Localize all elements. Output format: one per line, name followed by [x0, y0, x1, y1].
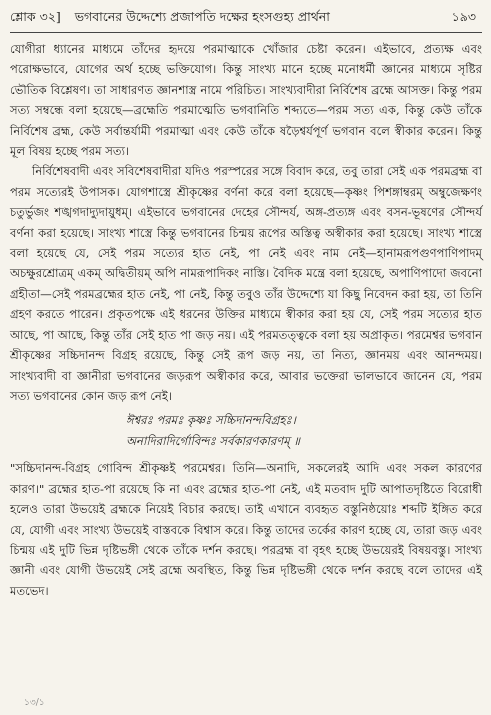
sanskrit-verse	[10, 410, 482, 452]
verse-reference: শ্লোক ৩২]	[10, 9, 61, 24]
verse-line-1: ঈশ্বরঃ পরমঃ কৃষ্ণঃ সচ্চিদানন্দবিগ্রহঃ।	[126, 413, 296, 428]
book-page	[10, 6, 482, 710]
page-header	[10, 6, 482, 28]
header-divider	[10, 32, 482, 33]
page-number: ১৯৩	[451, 9, 476, 24]
verse-line-2: অনাদিরাদির্গোবিন্দঃ সর্বকারণকারণম্ ॥	[126, 434, 300, 449]
paragraph-3: "সচ্চিদানন্দ-বিগ্রহ গোবিন্দ শ্রীকৃষ্ণই পরমেশ্বর। তিনি—অনাদি, সকলেরই আদি এবং সকল কারণের কারণ।" ব্রহ্মের হাত-পা রয়েছে কি না এবং ব্রহ্মের হাত-পা নেই, এই মতবাদ দুটি আপাতদৃষ্টিতে বিরোধী হলেও তারা উভয়েই ব্রহ্মকে নিয়েই বিচার করছে। তাই এখানে ব্যবহৃত বস্তুনিষ্ঠয়োঃ শব্দটি ইঙ্গিত করে যে, যোগী এবং সাংখ্য উভয়েই বাস্তবকে বিশ্বাস করে। কিন্তু তাদের তর্কের কারণ হচ্ছে যে, তারা জড় এবং চিন্ময় এই দুটি ভিন্ন দৃষ্টিভঙ্গী থেকে তাঁকে দর্শন করছে। পরব্রহ্ম বা বৃহৎ হচ্ছে উভয়েরই বিষয়বস্তু। সাংখ্য জ্ঞানী এবং যোগী উভয়েই সেই ব্রহ্মে অবস্থিত, কিন্তু ভিন্ন দৃষ্টিভঙ্গী থেকে দর্শন করছে বলে তাদের এই মতভেদ।	[10, 461, 482, 598]
paragraph-2: নির্বিশেষবাদী এবং সবিশেষবাদীরা যদিও পরস্পরের সঙ্গে বিবাদ করে, তবু তারা সেই এক পরমব্রহ্ম বা পরম সত্যেরই উপাসক। যোগশাস্ত্রে শ্রীকৃষ্ণের বর্ণনা করে বলা হয়েছে—কৃষ্ণং পিশঙ্গাম্বরম্ অম্বুজেক্ষণং চতুর্ভুজং শঙ্খগদাদ্যুদায়ুধম্। এইভাবে ভগবানের দেহের সৌন্দর্য, অঙ্গ-প্রত্যঙ্গ এবং বসন-ভূষণের সৌন্দর্য বর্ণনা করা হয়েছে। সাংখ্য শাস্ত্রে কিন্তু ভগবানের চিন্ময় রূপের অস্তিত্ব অস্বীকার করা হয়েছে। সাংখ্য শাস্ত্রে বলা হয়েছে যে, সেই পরম সত্যের হাত নেই, পা নেই এবং নাম নেই—হানামরূপগুণপাণিপাদম্ অচক্ষুরশ্রোত্রম্ একম্ অদ্বিতীয়ম্ অপি নামরূপাদিকং নাস্তি। বৈদিক মন্ত্রে বলা হয়েছে, অপাণিপাদো জবনো গ্রহীতা—সেই পরমব্রহ্মের হাত নেই, পা নেই, কিন্তু তবুও তাঁর উদ্দেশ্যে যা কিছু নিবেদন করা হয়, তা তিনি গ্রহণ করতে পারেন। প্রকৃতপক্ষে এই ধরনের উক্তির মাধ্যমে স্বীকার করা হয় যে, সেই পরম সত্যের হাত আছে, পা আছে, কিন্তু তাঁর সেই হাত পা জড় নয়। এই পরমতত্ত্বকে বলা হয় অপ্রাকৃত। পরমেশ্বর ভগবান শ্রীকৃষ্ণের সচ্চিদানন্দ বিগ্রহ রয়েছে, কিন্তু সেই রূপ জড় নয়, তা নিত্য, জ্ঞানময় এবং আনন্দময়। সাংখ্যবাদী বা জ্ঞানীরা ভগবানের জড়রূপ অস্বীকার করে, আবার ভক্তেরা ভালভাবে জানেন যে, পরম সত্য ভগবানের কোন জড় রূপ নেই।	[10, 164, 482, 403]
header-left	[10, 6, 330, 28]
page-body	[10, 39, 482, 601]
footer-mark: ১৩/১	[24, 698, 45, 708]
running-title: ভগবানের উদ্দেশ্যে প্রজাপতি দক্ষের হংসগুহ্য প্রার্থনা	[74, 9, 330, 24]
paragraph-1: যোগীরা ধ্যানের মাধ্যমে তাঁদের হৃদয়ে পরমাত্মাকে খোঁজার চেষ্টা করেন। এইভাবে, প্রত্যক্ষ এবং পরোক্ষভাবে, যোগের অর্থ হচ্ছে ভক্তিযোগ। কিন্তু সাংখ্য মানে হচ্ছে মনোধর্মী জ্ঞানের মাধ্যমে সৃষ্টির ভৌতিক বিশ্লেষণ। তা সাধারণত জ্ঞানশাস্ত্র নামে পরিচিত। সাংখ্যবাদীরা নির্বিশেষ ব্রহ্মে আসক্ত। কিন্তু পরম সত্য সম্বন্ধে বলা হয়েছে—ব্রহ্মেতি পরমাত্মেতি ভগবানিতি শব্দ্যতে—পরম সত্য এক, কিন্তু কেউ তাঁকে নির্বিশেষ ব্রহ্ম, কেউ সর্বান্তর্যামী পরমাত্মা এবং কেউ তাঁকে ষড়ৈশ্বর্যপূর্ণ ভগবান বলে স্বীকার করেন। কিন্তু মূল বিষয় হচ্ছে পরম সত্য।	[10, 42, 482, 159]
